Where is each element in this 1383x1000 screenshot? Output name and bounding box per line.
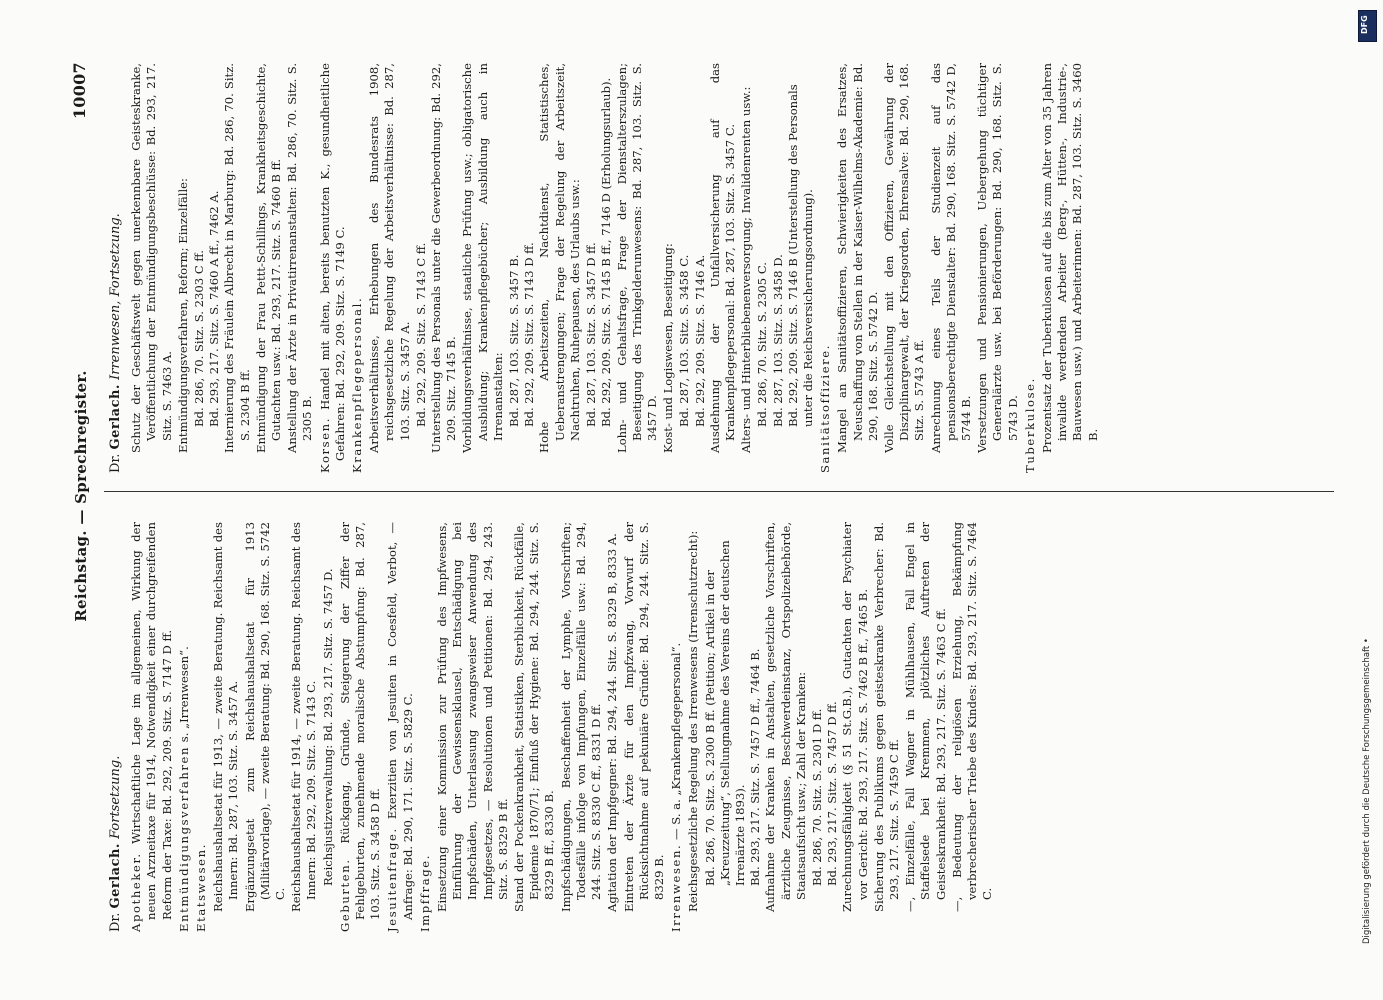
- subentry: Eintreten der Ärzte für den Impfzwang, Vorwurf der Rücksichtnahme auf pekuniäre Gründe: Bd. 294, 244. Sitz. S. 8329 B.: [621, 522, 666, 912]
- subentry: —, Einzelfälle, Fall Wagner in Mühlhausen, Fall Engel in Staffelsede bei Kremmen, plötzliches Auftreten der Geisteskrankheit: Bd. 293, 217. Sitz. S. 7463 C ff.: [903, 522, 948, 912]
- right-entries: [129, 63, 1101, 473]
- entry-text: Wirtschaftliche Lage im allgemeinen, Wirkung der neuen Arzneitaxe für 1914, Notwendigkeit einer durchgreifenden Reform der Taxe: Bd. 292, 209. Sitz. S. 7147 D ff.: [129, 522, 174, 920]
- entry-keyword: Etatswesen.: [194, 843, 209, 932]
- right-column-heading: [108, 63, 123, 473]
- entry-text: Handel mit alten, bereits benutzten K., gesundheitliche Gefahren: Bd. 292, 209. Sitz. S. 7149 C.: [317, 63, 347, 461]
- entry-text: — S. a. „Krankenpflegepersonal“.: [669, 642, 684, 840]
- entry-text: s. „Irrenwesen“.: [176, 646, 191, 743]
- heading-prefix: Dr.: [108, 912, 123, 932]
- left-entries: [129, 522, 995, 932]
- reference-line: Bd. 286, 70. Sitz. S. 2305 C.: [755, 262, 770, 427]
- subentry: Impfschädigungen, Beschaffenheit der Lymphe, Vorschriften; Todesfälle infolge von Impfungen, Einzelfälle usw.: Bd. 294, 244. Sitz. S. 8330 C ff., 8331 D ff.: [558, 522, 604, 912]
- reference-line: Bd. 287, 103. Sitz. S. 3458 C.: [677, 254, 692, 427]
- subentry: Schutz der Geschäftswelt gegen unerkennbare Geisteskranke, Veröffentlichung der Entmündigungsbeschlüsse: Bd. 293, 217. Sitz. S. 7463 A.: [129, 63, 174, 453]
- entry-keyword: Sanitätsoffiziere.: [818, 343, 833, 473]
- index-entry: [669, 522, 684, 932]
- subentry: Prozentsatz der Tuberkulosen auf die bis zum Alter von 35 Jahren invalide werdenden Arbeiter (Berg-, Hütten-, Industrie-, Bauwesen usw.) und Arbeiterinnen: Bd. 287, 103. Sitz. S. 3460 B.: [1039, 63, 1100, 453]
- entry-keyword: Korsen.: [317, 416, 332, 473]
- left-column: [108, 522, 996, 932]
- index-entry: [418, 522, 433, 932]
- heading-name: Gerlach.: [108, 384, 123, 450]
- right-column: [108, 63, 1102, 473]
- entry-keyword: Entmündigungsverfahren: [176, 745, 191, 932]
- digitization-credit: Digitalisierung gefördert durch die Deutsche Forschungsgemeinschaft •: [1362, 638, 1372, 944]
- subentry: Sicherung des Publikums gegen geisteskranke Verbrecher: Bd. 293, 217. Sitz. S. 7459 C ff.: [871, 522, 901, 912]
- subentry: Volle Gleichstellung mit den Offizieren, Gewährung der Disziplinargewalt, der Kriegsorden, Ehrensalve: Bd. 290, 168. Sitz. S. 5743 A ff.: [881, 63, 927, 453]
- reference-line: Bd. 293, 217. Sitz. S. 7460 A ff., 7462 A.: [207, 190, 222, 427]
- subentry: Reichshaushaltsetat für 1913, — zweite Beratung. Reichsamt des Innern: Bd. 287, 103. Sitz. S. 3457 A.: [211, 522, 241, 912]
- reference-line: Bd. 287, 103. Sitz. S. 3458 D.: [770, 254, 785, 427]
- reference-line: Bd. 287, 103. Sitz. S. 3457 D ff.: [584, 242, 599, 427]
- entry-text: Exerzitien von Jesuiten in Coesfeld, Verbot, — Anfrage: Bd. 290, 171. Sitz. S. 5829 C.: [385, 521, 415, 920]
- subentry: Versetzungen und Pensionierungen, Uebergehung tüchtiger Generalärzte usw. bei Beförderungen: Bd. 290, 168. Sitz. S. 5743 D.: [975, 63, 1020, 453]
- heading-name: Gerlach.: [108, 843, 123, 909]
- index-entry: [177, 522, 192, 932]
- index-entry: [129, 522, 175, 932]
- subentry: Arbeitsverhältnisse, Erhebungen des Bundesrats 1908, reichsgesetzliche Regelung der Arbeitsverhältnisse: Bd. 287, 103. Sitz. S. 3457 A.: [367, 63, 412, 453]
- heading-suffix: Irrenwesen, Fortsetzung.: [108, 213, 123, 380]
- subentry: Lohn- und Gehaltsfrage, Frage der Dienstalterszulagen; Beseitigung des Trinkgelderunwesens: Bd. 287, 103. Sitz. S. 3457 D.: [614, 63, 659, 453]
- subentry: Zurechnungsfähigkeit (§ 51 St.G.B.), Gutachten der Psychiater vor Gericht: Bd. 293, 217. Sitz. S. 7462 B ff., 7465 B.: [840, 522, 870, 912]
- subentry: Aufnahme der Kranken in Anstalten, gesetzliche Vorschriften, ärztliche Zeugnisse, Beschwerdeinstanz, Ortspolizeibehörde, Staatsaufsicht usw.; Zahl der Kranken:: [763, 522, 808, 912]
- index-entry: [338, 522, 384, 932]
- entry-keyword: Geburten.: [337, 858, 352, 932]
- heading-suffix: Fortsetzung.: [108, 755, 123, 839]
- subentry: Reichsgesetzliche Regelung des Irrenwesens (Irrenschutzrecht):: [686, 530, 701, 912]
- reference-line: Bd. 292, 209. Sitz. S. 7143 C ff.: [413, 242, 428, 427]
- entry-keyword: Krankenpflegepersonal.: [350, 296, 365, 473]
- entry-text: Rückgang, Gründe, Steigerung der Ziffer der Fehlgeburten, zunehmende moralische Abstumpfung: Bd. 287, 103. Sitz. S. 3458 D ff.: [337, 522, 383, 920]
- subentry: Alters- und Hinterbliebenenversorgung; Invalidenrenten usw.:: [739, 86, 754, 453]
- subentry: Kost- und Logiswesen, Beseitigung:: [661, 243, 676, 453]
- reference-line: Reichsjustizverwaltung: Bd. 293, 217. Sitz. S. 7457 D.: [320, 568, 335, 886]
- subentry: Anrechnung eines Teils der Studienzeit auf das pensionsberechtigte Dienstalter: Bd. 290, 168. Sitz. S. 5742 D, 5744 B.: [928, 63, 973, 453]
- reference-line: Bd. 293, 217. Sitz. S. 7457 D ff.: [825, 701, 840, 886]
- reference-line: Bd. 286, 70. Sitz. S. 2300 B ff. (Petition; Artikel in der „Kreuzzeitung“, Stellungnahme des Vereins der deutschen Irrenärzte 1893).: [702, 540, 747, 886]
- subentry: Hohe Arbeitszeiten, Nachtdienst, Statistisches, Ueberanstrengungen; Frage der Regelung der Arbeitszeit, Nachtruhen, Ruhepausen, des Urlaubs usw.:: [537, 63, 582, 453]
- entry-keyword: Irrenwesen.: [669, 843, 684, 932]
- subentry: Entmündigungsverfahren, Reform; Einzelfälle:: [175, 178, 190, 453]
- column-divider: [104, 491, 1334, 492]
- page-number: 10007: [70, 62, 89, 120]
- subentry: Unterstellung des Personals unter die Gewerbeordnung: Bd. 292, 209. Sitz. 7145 B.: [429, 63, 459, 453]
- subentry: Stand der Pockenkrankheit, Statistiken, Sterblichkeit, Rückfälle, Epidemie 1870/71; Einfluß der Hygiene: Bd. 294, 244. Sitz. S. 8329 B ff., 8330 B.: [512, 522, 557, 912]
- heading-prefix: Dr.: [108, 453, 123, 473]
- index-entry: [818, 63, 833, 473]
- reference-line: Bd. 287, 103. Sitz. S. 3457 B.: [507, 254, 522, 427]
- reference-line: Bd. 286, 70. Sitz. S. 2303 C ff.: [192, 250, 207, 427]
- subentry: Ergänzungsetat zum Reichshaushaltsetat für 1913 (Militärvorlage), — zweite Beratung: Bd. 290, 168. Sitz. S. 5742 C.: [242, 522, 288, 912]
- subentry: Ausdehnung der Unfallversicherung auf das Krankenpflegepersonal: Bd. 287, 103. Sitz. S. 3457 C.: [707, 63, 737, 453]
- left-column-heading: [108, 522, 123, 932]
- subentry: Internierung des Fräulein Albrecht in Marburg: Bd. 286, 70. Sitz. S. 2304 B ff.: [222, 63, 252, 453]
- index-entry: [385, 522, 415, 932]
- reference-line: Bd. 286, 70. Sitz. S. 2301 D ff.: [809, 708, 824, 886]
- page-header: [70, 62, 98, 930]
- subentry: Reichshaushaltsetat für 1914, — zweite Beratung. Reichsamt des Innern: Bd. 292, 209. Sitz. S. 7143 C.: [289, 522, 319, 912]
- reference-line: Bd. 293, 217. Sitz. S. 7457 D ff., 7464 B.: [748, 648, 763, 886]
- entry-keyword: Impffrage.: [417, 854, 432, 932]
- index-entry: [194, 522, 209, 932]
- reference-line: Bd. 292, 209. Sitz. S. 7145 B ff., 7146 D (Erholungsurlaub).: [599, 77, 614, 427]
- reference-line: Bd. 292, 209. Sitz. S. 7146 B (Unterstellung des Personals unter die Reichsversicherungsordnung).: [785, 84, 815, 427]
- dfg-logo-text: DFG: [1360, 15, 1369, 35]
- subentry: Agitation der Impfgegner: Bd. 294, 244. Sitz. S. 8329 B, 8333 A.: [605, 533, 620, 912]
- entry-keyword: Apotheker.: [129, 852, 144, 932]
- subentry: Entmündigung der Frau Pettt-Schillings, Krankheitsgeschichte, Gutachten usw.: Bd. 293, 217. Sitz. S. 7460 B ff.: [253, 63, 284, 453]
- entry-keyword: Jesuitenfrage.: [385, 827, 400, 932]
- index-entry: [350, 63, 365, 473]
- index-entry: [1023, 63, 1038, 473]
- running-title: Reichstag. — Sprechregister.: [72, 370, 90, 622]
- subentry: Vorbildungsverhältnisse, staatliche Prüfung usw.; obligatorische Ausbildung; Krankenpflegebücher; Ausbildung auch in Irrenanstalten:: [460, 63, 505, 453]
- subentry: Einsetzung einer Kommission zur Prüfung des Impfwesens, Einführung der Gewissensklausel, Entschädigung bei Impfschäden, Unterlassung zwangsweiser Anwendung des Impfgesetzes, — Resolutionen und Petitionen: Bd. 294, 243. Sitz. S. 8329 B ff.: [435, 522, 510, 912]
- subentry: Anstellung der Ärzte in Privatirrenanstalten: Bd. 286, 70. Sitz. S. 2305 B.: [285, 63, 315, 453]
- subentry: —, Bedeutung der religiösen Erziehung, Bekämpfung verbrecherischer Triebe des Kindes: Bd. 293, 217. Sitz. S. 7464 C.: [949, 522, 995, 912]
- subentry: Mangel an Sanitätsoffizieren, Schwierigkeiten des Ersatzes, Neuschaffung von Stellen in der Kaiser-Wilhelms-Akademie: Bd. 290, 168. Sitz. S. 5742 D.: [835, 63, 880, 453]
- reference-line: Bd. 292, 209. Sitz. S. 7143 D ff.: [522, 242, 537, 427]
- reference-line: Bd. 292, 209. Sitz. S. 7146 A.: [692, 254, 707, 427]
- index-entry: [318, 63, 348, 473]
- entry-keyword: Tuberkulose.: [1022, 377, 1037, 473]
